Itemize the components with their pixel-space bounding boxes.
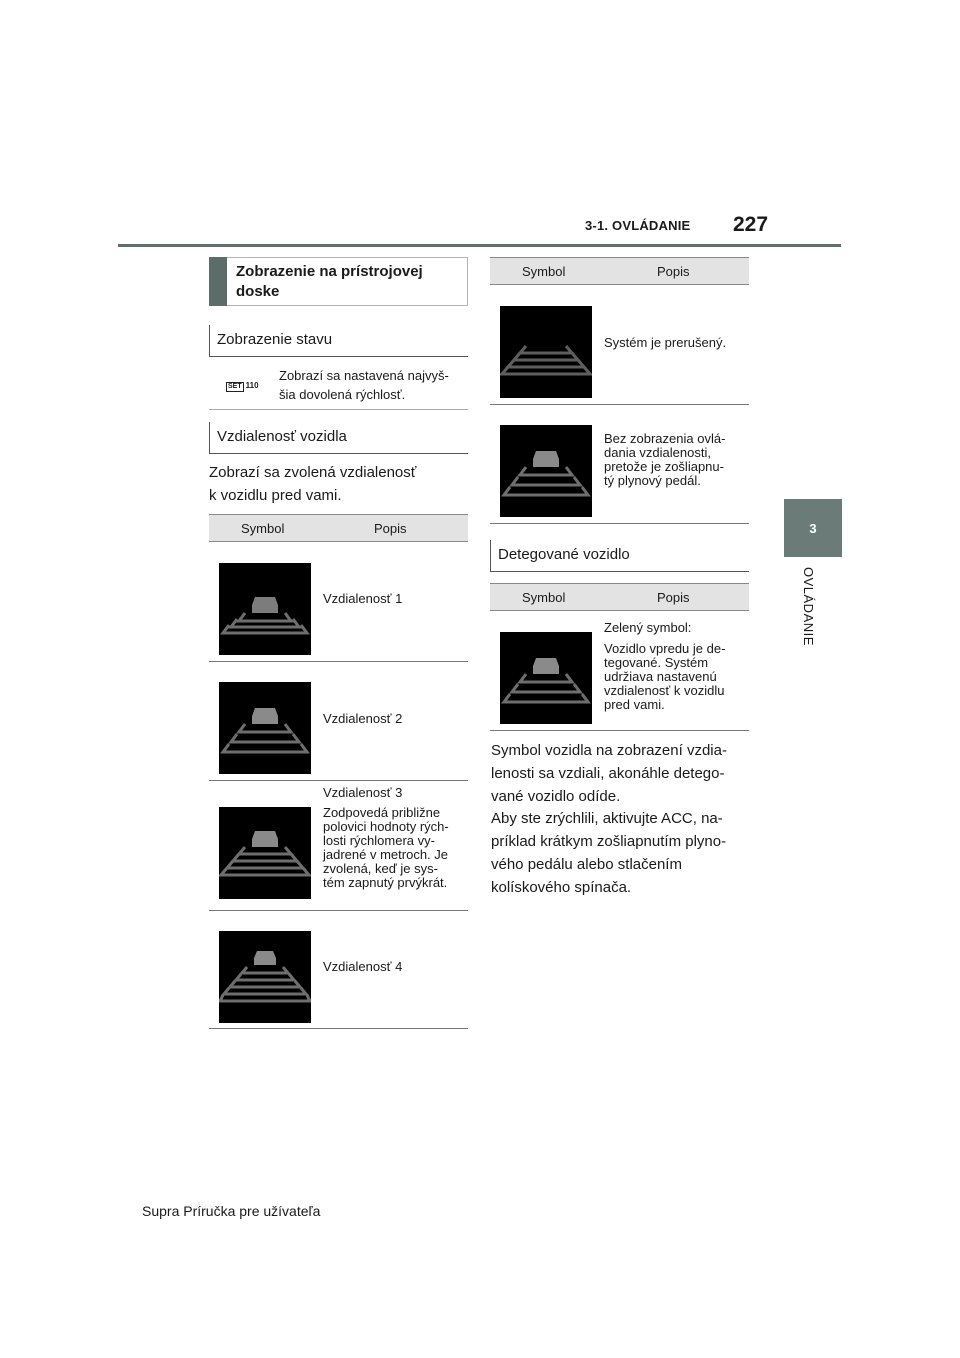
col-desc: Popis — [657, 590, 690, 605]
row-detail: Zodpovedá približne polovici hodnoty rých- losti rýchlomera vy- jadrené v metroch. Je zvolená, keď je sys- tém zapnutý prvýkrát. — [323, 805, 449, 890]
detected-text: Vozidlo vpredu je de- tegované. Systém udržiava nastavenú vzdialenosť k vozidlu pred vami. — [604, 641, 726, 712]
table-header — [490, 257, 749, 285]
distance-heading: Vzdialenosť vozidla — [209, 422, 468, 454]
detected-heading: Detegované vozidlo — [490, 540, 749, 572]
row-divider — [209, 661, 468, 662]
col-symbol: Symbol — [241, 521, 285, 536]
row-divider — [209, 910, 468, 911]
pedal-pressed-icon — [500, 425, 592, 517]
row-text: Systém je prerušený. — [604, 335, 727, 350]
chapter-number: 3 — [809, 520, 817, 536]
row-title: Vzdialenosť 1 — [323, 591, 403, 606]
section-title: 3-1. OVLÁDANIE — [585, 218, 691, 233]
row-divider — [490, 730, 749, 731]
box-heading — [209, 257, 468, 306]
box-heading-title: Zobrazenie na prístrojovej doske — [236, 263, 423, 300]
distance-intro: Zobrazí sa zvolená vzdialenosť k vozidlu pred vami. — [209, 464, 417, 504]
chapter-label: OVLÁDANIE — [801, 567, 816, 646]
row-title: Vzdialenosť 2 — [323, 711, 403, 726]
row-divider — [209, 780, 468, 781]
table-header — [209, 514, 468, 542]
system-interrupted-graphic — [500, 306, 592, 398]
col-symbol: Symbol — [522, 264, 566, 279]
distance-3-graphic — [219, 807, 311, 899]
table-header — [490, 583, 749, 611]
row-text: Bez zobrazenia ovlá- dania vzdialenosti, pretože je zošliapnu- tý plynový pedál. — [604, 431, 726, 488]
box-heading-bar — [209, 257, 227, 306]
row-divider — [490, 523, 749, 524]
pedal-pressed-graphic — [500, 425, 592, 517]
detected-title: Zelený symbol: — [604, 620, 692, 635]
paragraph-2: Aby ste zrýchlili, aktivujte ACC, na- príklad krátkym zošliapnutím plyno- vého pedálu alebo stlačením kolískového spínača. — [491, 810, 727, 896]
footer-text: Supra Príručka pre užívateľa — [142, 1203, 321, 1219]
detected-vehicle-graphic — [500, 632, 592, 724]
col-symbol: Symbol — [522, 590, 566, 605]
col-desc: Popis — [657, 264, 690, 279]
divider — [209, 409, 468, 410]
set-speed-icon: SET 110 — [228, 381, 259, 390]
row-title: Vzdialenosť 3 — [323, 785, 403, 800]
distance-1-icon — [219, 563, 311, 655]
row-title: Vzdialenosť 4 — [323, 959, 403, 974]
paragraph-1: Symbol vozidla na zobrazení vzdia- lenosti sa vzdiali, akonáhle detego- vané vozidlo odíde. — [491, 742, 727, 805]
detected-vehicle-icon — [500, 632, 592, 724]
distance-4-graphic — [219, 931, 311, 1023]
row-divider — [209, 1028, 468, 1029]
distance-2-graphic — [219, 682, 311, 774]
status-heading: Zobrazenie stavu — [209, 325, 468, 357]
row-divider — [490, 404, 749, 405]
distance-4-icon — [219, 931, 311, 1023]
set-speed-desc: Zobrazí sa nastavená najvyš- šia dovolená rýchlosť. — [279, 368, 449, 402]
distance-2-icon — [219, 682, 311, 774]
col-desc: Popis — [374, 521, 407, 536]
header-rule — [118, 244, 841, 247]
chapter-tab — [784, 499, 842, 557]
page-number: 227 — [733, 213, 769, 236]
distance-1-graphic — [219, 563, 311, 655]
distance-3-icon — [219, 807, 311, 899]
system-interrupted-icon — [500, 306, 592, 398]
